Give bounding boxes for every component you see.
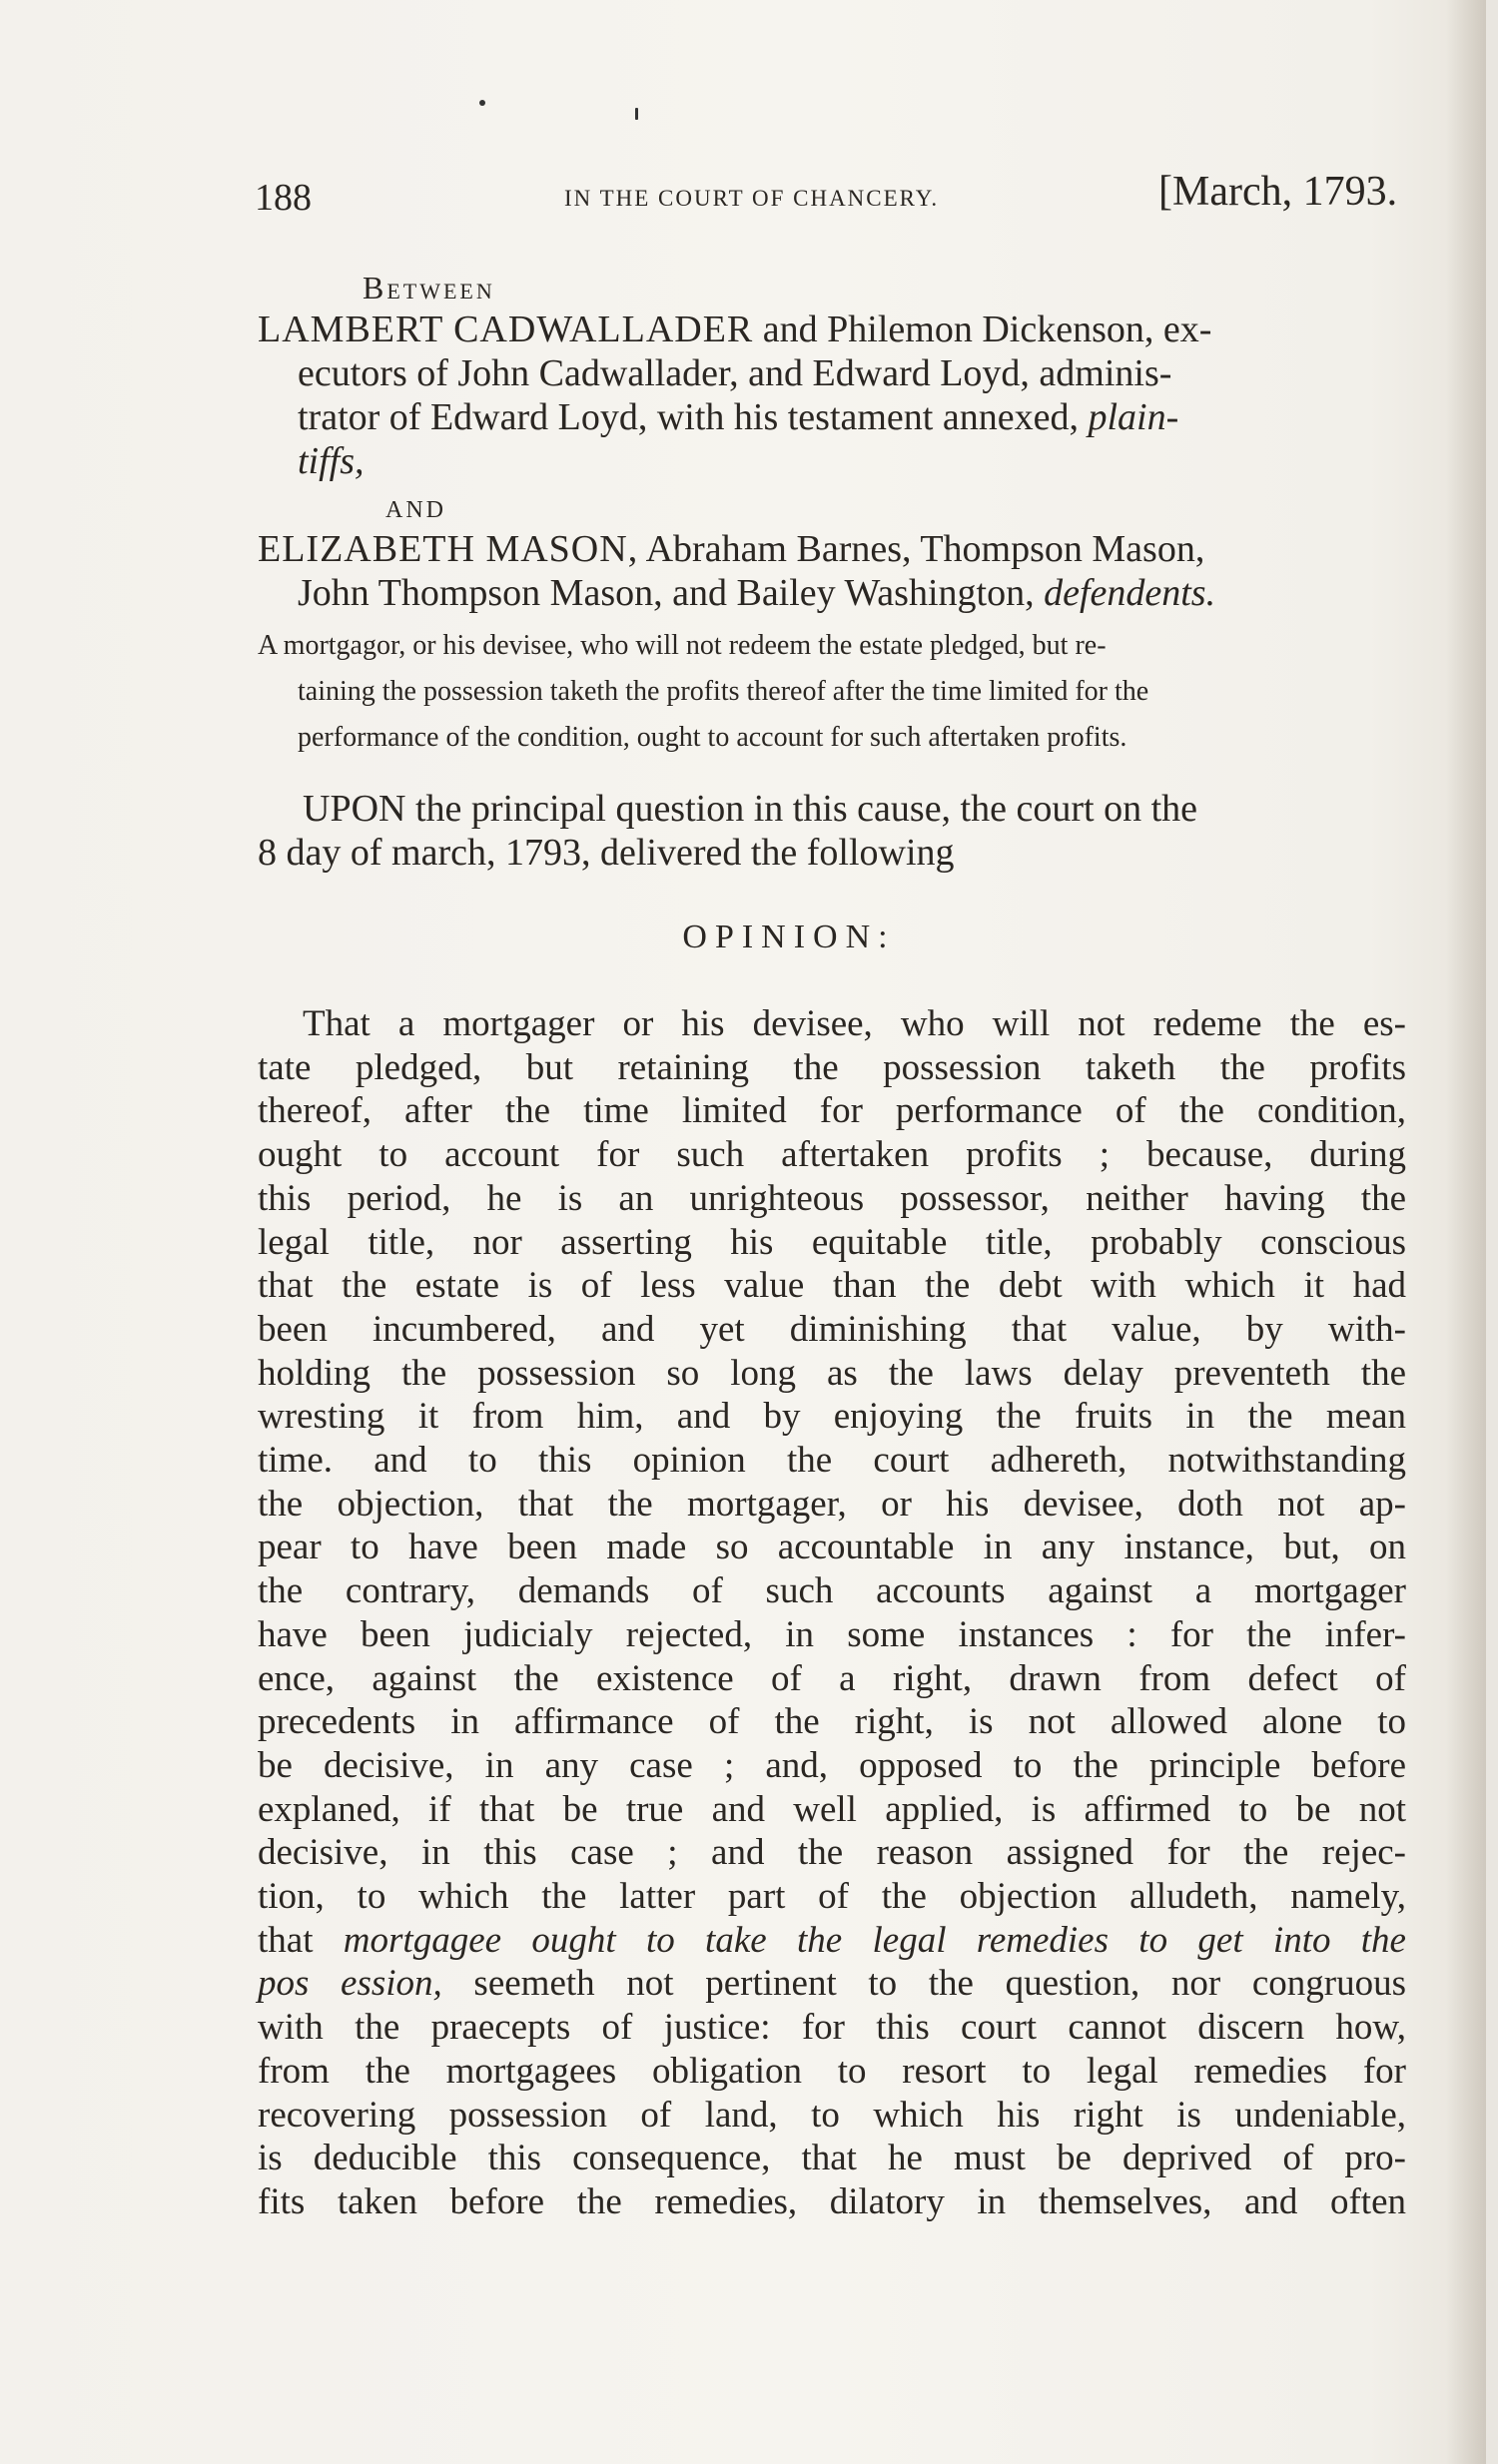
opinion-line: tion, to which the latter part of the objection alludeth, namely,: [258, 1876, 1406, 1918]
opinion-line: the contrary, demands of such accounts against a mortgager: [258, 1570, 1406, 1612]
opinion-line: precedents in affirmance of the right, is not allowed alone to: [258, 1701, 1406, 1743]
case-caption: [258, 268, 1406, 615]
plaintiffs-block: [258, 308, 1406, 483]
opinion-line: this period, he is an unrighteous possessor, neither having the: [258, 1177, 1406, 1219]
opinion-line: pear to have been made so accountable in any instance, but, on: [258, 1527, 1406, 1568]
opinion-line: fits taken before the remedies, dilatory in themselves, and often: [258, 2180, 1406, 2222]
opinion-italic-text: mortgagee ought to take the legal remedies to get into the: [343, 1919, 1406, 1961]
plaintiff-lead-name: LAMBERT CADWALLADER: [258, 308, 754, 350]
opinion-body: [258, 1002, 1406, 2224]
plaintiffs-text: trator of Edward Loyd, with his testament annexed,: [298, 396, 1089, 438]
opinion-line: is deducible this consequence, that he must be deprived of pro-: [258, 2138, 1406, 2179]
defendant-lead-name: ELIZABETH MASON,: [258, 528, 639, 570]
date-reference: [March, 1793.: [1158, 169, 1398, 215]
headnote-line: A mortgagor, or his devisee, who will not redeem the estate pledged, but re-: [258, 630, 1107, 661]
between-label: Between: [363, 270, 495, 306]
opinion-line: ought to account for such aftertaken profits ; because, during: [258, 1134, 1406, 1176]
opinion-line: from the mortgagees obligation to resort to legal remedies for: [258, 2050, 1406, 2092]
opinion-text: that: [258, 1919, 344, 1961]
opinion-line: time. and to this opinion the court adhereth, notwithstanding: [258, 1440, 1406, 1482]
defendants-role: defendents.: [1044, 572, 1216, 614]
opinion-line-with-italic: [258, 1962, 1406, 2006]
plaintiffs-text: and Philemon Dickenson, ex-: [753, 308, 1212, 350]
headnote-line: performance of the condition, ought to account for such aftertaken profits.: [298, 722, 1127, 753]
opinion-line: be decisive, in any case ; and, opposed to the principle before: [258, 1744, 1406, 1786]
opinion-text: seemeth not pertinent to the question, nor congruous: [441, 1963, 1406, 2005]
headnote: [258, 623, 1406, 761]
opinion-line: legal title, nor asserting his equitable title, probably conscious: [258, 1221, 1406, 1263]
opinion-italic-text: pos ession,: [258, 1963, 442, 2005]
opinion-line: ence, against the existence of a right, drawn from defect of: [258, 1657, 1406, 1699]
page-number: 188: [255, 177, 312, 219]
defendants-block: [258, 527, 1406, 615]
opinion-line: holding the possession so long as the laws delay preventeth the: [258, 1352, 1406, 1394]
opinion-line-with-italic: [258, 1919, 1406, 1963]
intro-line: UPON the principal question in this cause, the court on the: [303, 788, 1197, 830]
opinion-line: tate pledged, but retaining the possession taketh the profits: [258, 1046, 1406, 1088]
headnote-line: taining the possession taketh the profits thereof after the time limited for the: [298, 676, 1149, 707]
opinion-line: explaned, if that be true and well applied, is affirmed to be not: [258, 1788, 1406, 1830]
opinion-line: recovering possession of land, to which his right is undeniable,: [258, 2094, 1406, 2136]
plaintiffs-role: plain-: [1088, 396, 1179, 438]
opinion-line: with the praecepts of justice: for this court cannot discern how,: [258, 2007, 1406, 2049]
running-header: [255, 168, 1403, 228]
opinion-line: thereof, after the time limited for performance of the condition,: [258, 1090, 1406, 1132]
opinion-heading: OPINION:: [682, 919, 896, 955]
intro-line: 8 day of march, 1793, delivered the following: [258, 832, 955, 874]
and-label: AND: [385, 497, 446, 523]
page-edge-shadow: [1446, 0, 1486, 2464]
ink-speck: [479, 100, 485, 106]
ink-speck: [635, 108, 638, 120]
opinion-line: that the estate is of less value than the debt with which it had: [258, 1265, 1406, 1307]
opinion-line: wresting it from him, and by enjoying the fruits in the mean: [258, 1396, 1406, 1438]
opinion-line: been incumbered, and yet diminishing that value, by with-: [258, 1308, 1406, 1350]
plaintiffs-text: ecutors of John Cadwallader, and Edward Loyd, adminis-: [298, 352, 1172, 394]
running-title: IN THE COURT OF CHANCERY.: [564, 186, 940, 211]
opinion-line: decisive, in this case ; and the reason assigned for the rejec-: [258, 1832, 1406, 1874]
plaintiffs-role: tiffs,: [298, 440, 365, 482]
opinion-line: the objection, that the mortgager, or his devisee, doth not ap-: [258, 1483, 1406, 1525]
defendants-text: John Thompson Mason, and Bailey Washington,: [298, 572, 1045, 614]
defendants-text: Abraham Barnes, Thompson Mason,: [638, 528, 1205, 570]
intro-paragraph: [258, 787, 1406, 875]
opinion-line: That a mortgager or his devisee, who will not redeme the es-: [303, 1003, 1406, 1044]
opinion-line: have been judicialy rejected, in some instances : for the infer-: [258, 1613, 1406, 1655]
